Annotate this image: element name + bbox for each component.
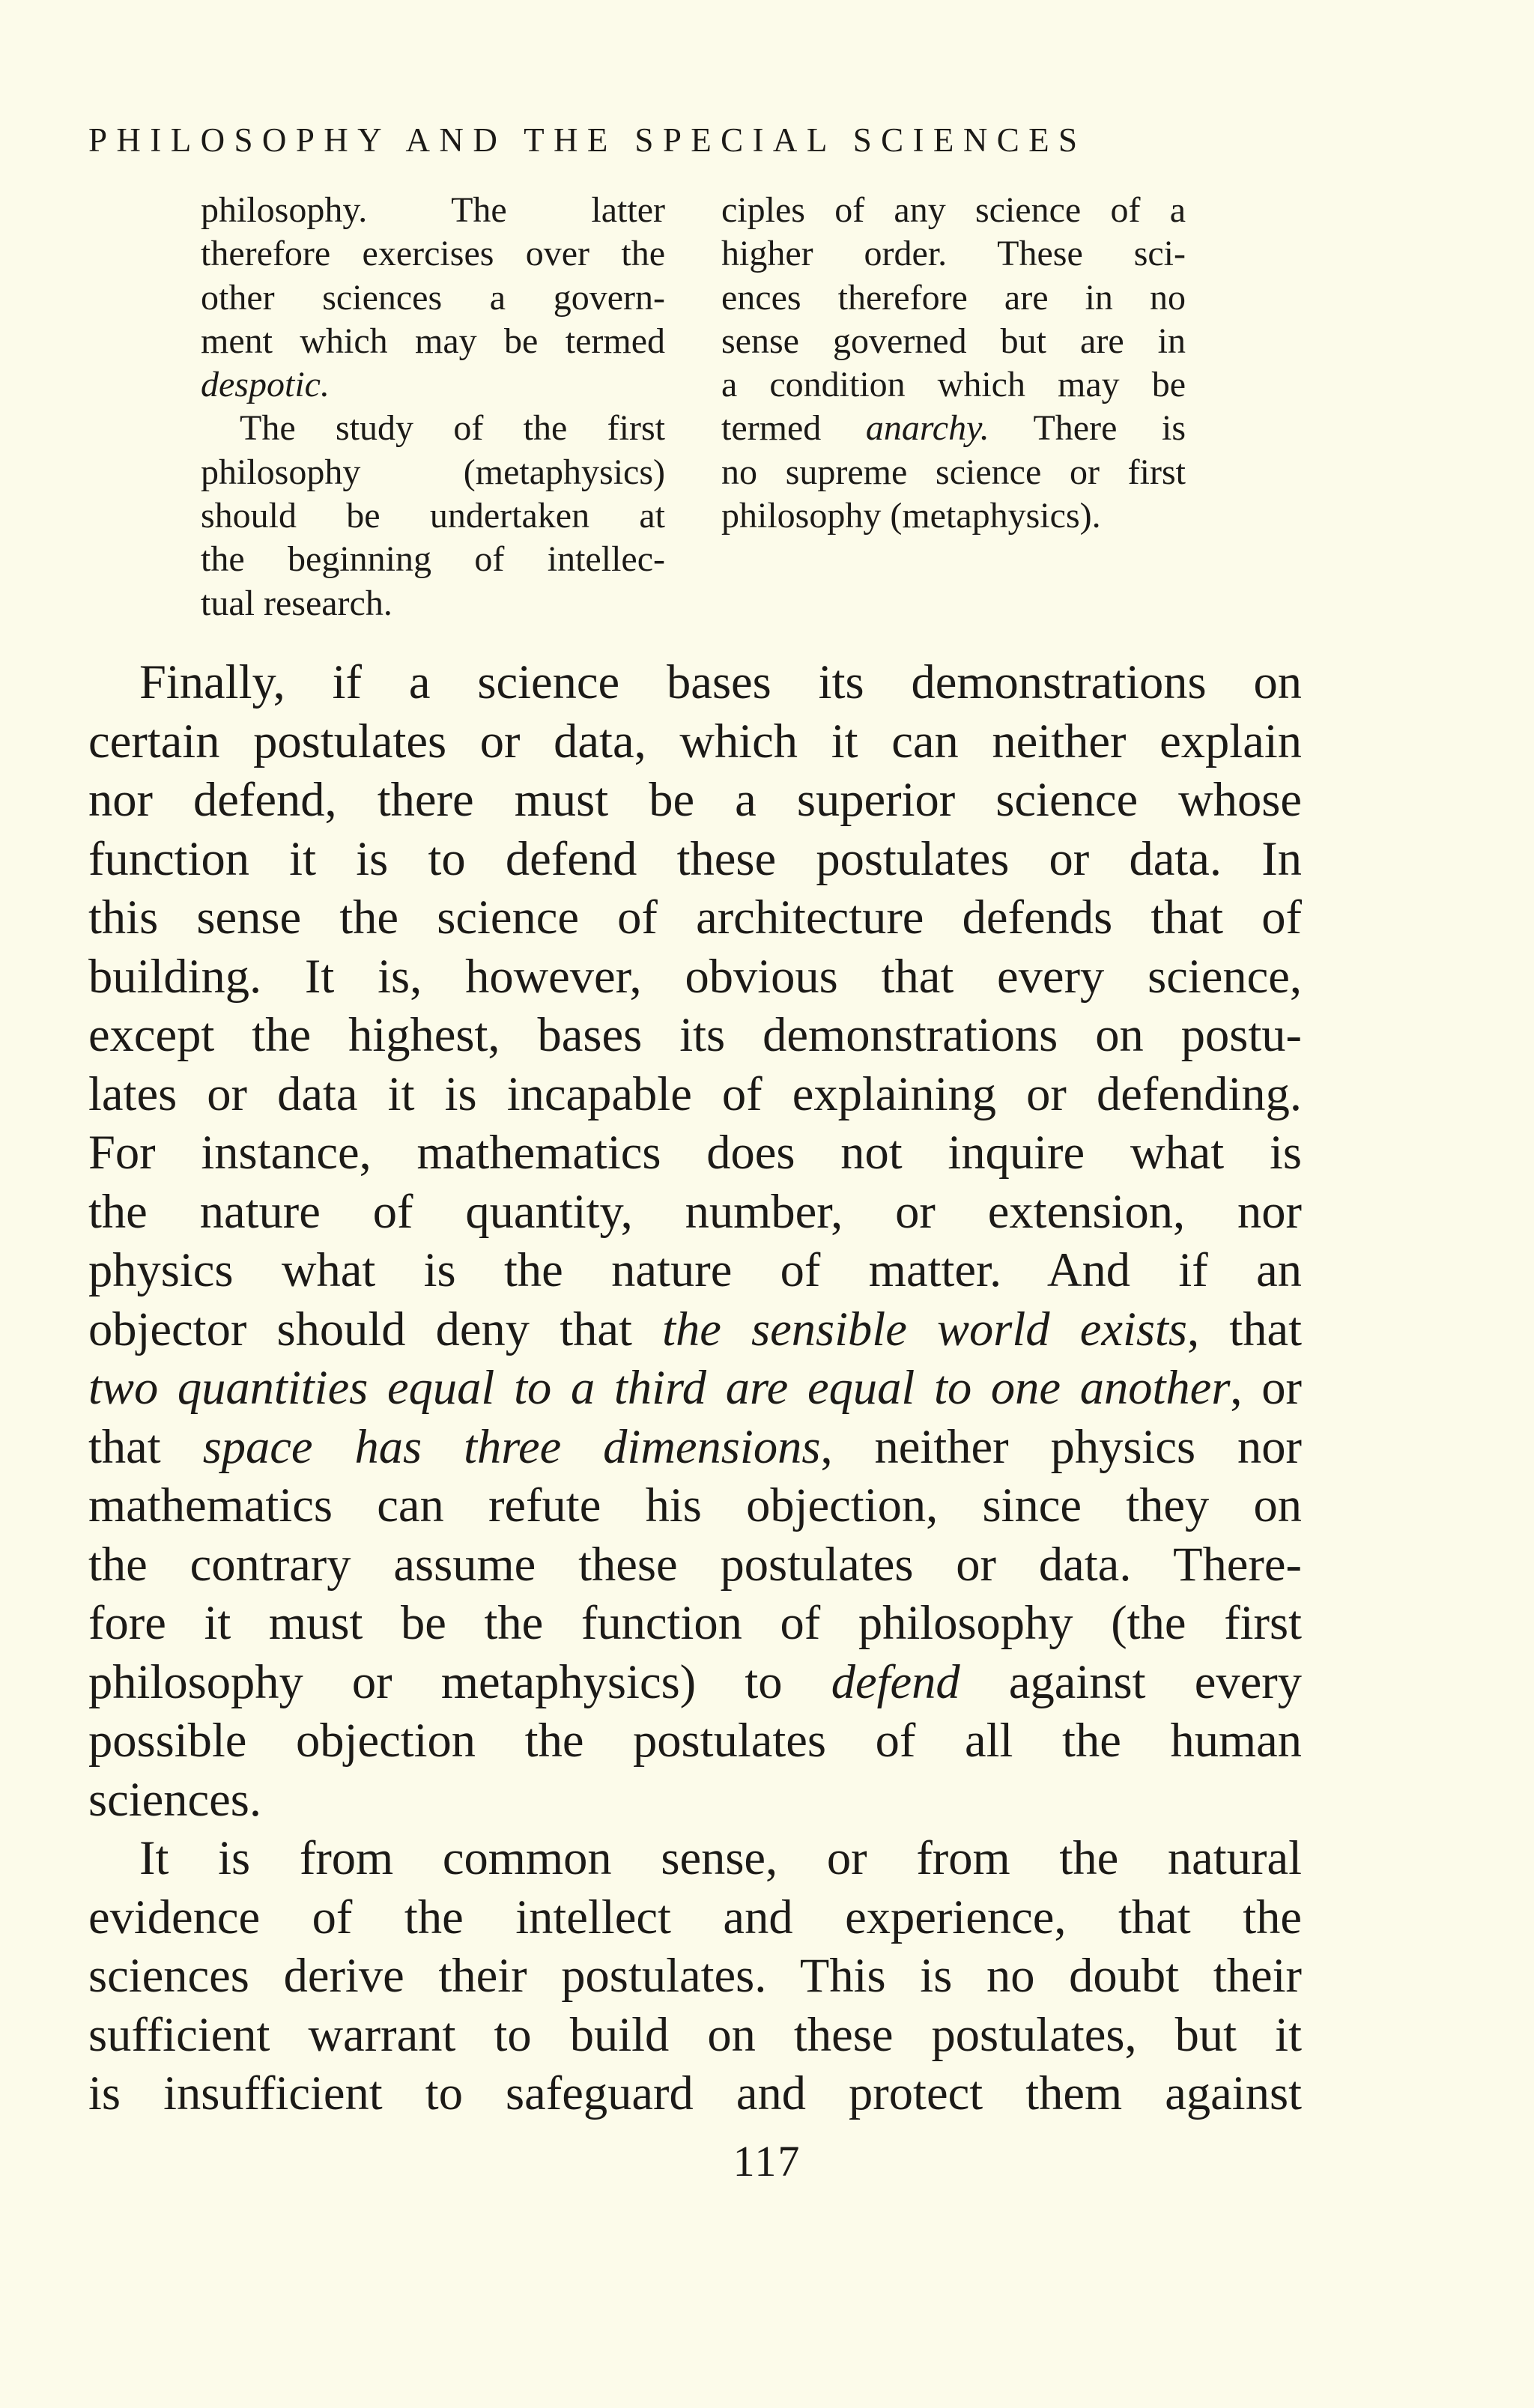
italic-term: anarchy. <box>865 408 989 449</box>
text-line: mathematics can refute his objection, since they on <box>88 1479 1302 1532</box>
text-line: a condition which may be <box>721 365 1186 405</box>
text-line <box>721 407 1186 450</box>
text-line: this sense the science of architecture defends that of <box>88 891 1302 944</box>
text-fragment: termed <box>721 408 866 449</box>
text-line: should be undertaken at <box>201 496 665 536</box>
text-line <box>88 1359 1302 1418</box>
text-line <box>88 1653 1302 1712</box>
text-line: ciples of any science of a <box>721 190 1186 230</box>
text-line: Finally, if a science bases its demonstrations on <box>139 655 1302 709</box>
text-line: no supreme science or first <box>721 452 1186 492</box>
left-column-paragraph <box>201 407 665 625</box>
left-column-paragraph <box>201 189 665 407</box>
text-line: For instance, mathematics does not inquire what is <box>88 1126 1302 1179</box>
text-line: the contrary assume these postulates or data. There- <box>88 1537 1302 1591</box>
text-line <box>201 363 665 407</box>
text-line: higher order. These sci- <box>721 234 1186 274</box>
text-line: the beginning of intellec- <box>201 539 665 580</box>
italic-phrase: the sensible world exists <box>662 1302 1187 1356</box>
italic-phrase: two quantities equal to a third are equal to one another <box>88 1361 1231 1414</box>
text-line: philosophy (metaphysics). <box>721 496 1101 536</box>
text-line: sciences. <box>88 1772 262 1826</box>
text-line: tual research. <box>201 583 392 623</box>
text-line: sufficient warrant to build on these postulates, but it <box>88 2007 1302 2061</box>
text-line: possible objection the postulates of all the human <box>88 1714 1302 1767</box>
text-fragment: philosophy or metaphysics) to <box>88 1655 831 1708</box>
text-line: It is from common sense, or from the natural <box>139 1831 1302 1884</box>
main-text <box>88 653 1302 2123</box>
text-fragment: There is <box>989 408 1186 449</box>
text-line: other sciences a govern- <box>201 277 665 318</box>
right-column-paragraph <box>721 189 1186 538</box>
text-line: ment which may be termed <box>201 321 665 361</box>
body-paragraph <box>88 1829 1302 2123</box>
text-line: the nature of quantity, number, or extension, nor <box>88 1184 1302 1238</box>
text-fragment: , that <box>1187 1302 1303 1356</box>
body-paragraph <box>88 653 1302 1829</box>
text-line <box>88 1418 1302 1477</box>
text-fragment: , or <box>1230 1361 1302 1414</box>
page-number: 117 <box>733 2137 801 2186</box>
running-head: PHILOSOPHY AND THE SPECIAL SCIENCES <box>88 121 1087 159</box>
text-line: certain postulates or data, which it can neither explain <box>88 714 1302 768</box>
italic-phrase: space has three dimensions <box>202 1419 821 1473</box>
text-line: sciences derive their postulates. This is no doubt their <box>88 1949 1302 2002</box>
text-fragment: objector should deny that <box>88 1302 663 1356</box>
text-line: therefore exercises over the <box>201 234 665 274</box>
text-line: philosophy (metaphysics) <box>201 452 665 492</box>
text-line <box>88 1300 1302 1359</box>
text-line: philosophy. The latter <box>201 190 665 230</box>
text-fragment: that <box>88 1419 203 1473</box>
text-line: ences therefore are in no <box>721 277 1186 318</box>
text-line: function it is to defend these postulates or data. In <box>88 831 1302 885</box>
text-line: except the highest, bases its demonstrations on postu- <box>88 1008 1302 1061</box>
text-line: evidence of the intellect and experience, that the <box>88 1890 1302 1944</box>
right-column <box>721 189 1186 538</box>
text-line: nor defend, there must be a superior science whose <box>88 773 1302 826</box>
text-line: physics what is the nature of matter. And if an <box>88 1243 1302 1297</box>
text-fragment: , neither physics nor <box>820 1419 1303 1473</box>
text-line: sense governed but are in <box>721 321 1186 361</box>
text-line: building. It is, however, obvious that every science, <box>88 949 1302 1003</box>
italic-term: defend <box>831 1655 960 1708</box>
text-line: fore it must be the function of philosophy (the first <box>88 1596 1302 1649</box>
text-line: is insufficient to safeguard and protect them against <box>88 2066 1302 2120</box>
italic-term: despotic. <box>201 365 330 405</box>
left-column <box>201 189 665 625</box>
text-fragment: against every <box>959 1655 1302 1708</box>
text-line: lates or data it is incapable of explaining or defending. <box>88 1067 1302 1120</box>
text-line: The study of the first <box>240 408 665 449</box>
